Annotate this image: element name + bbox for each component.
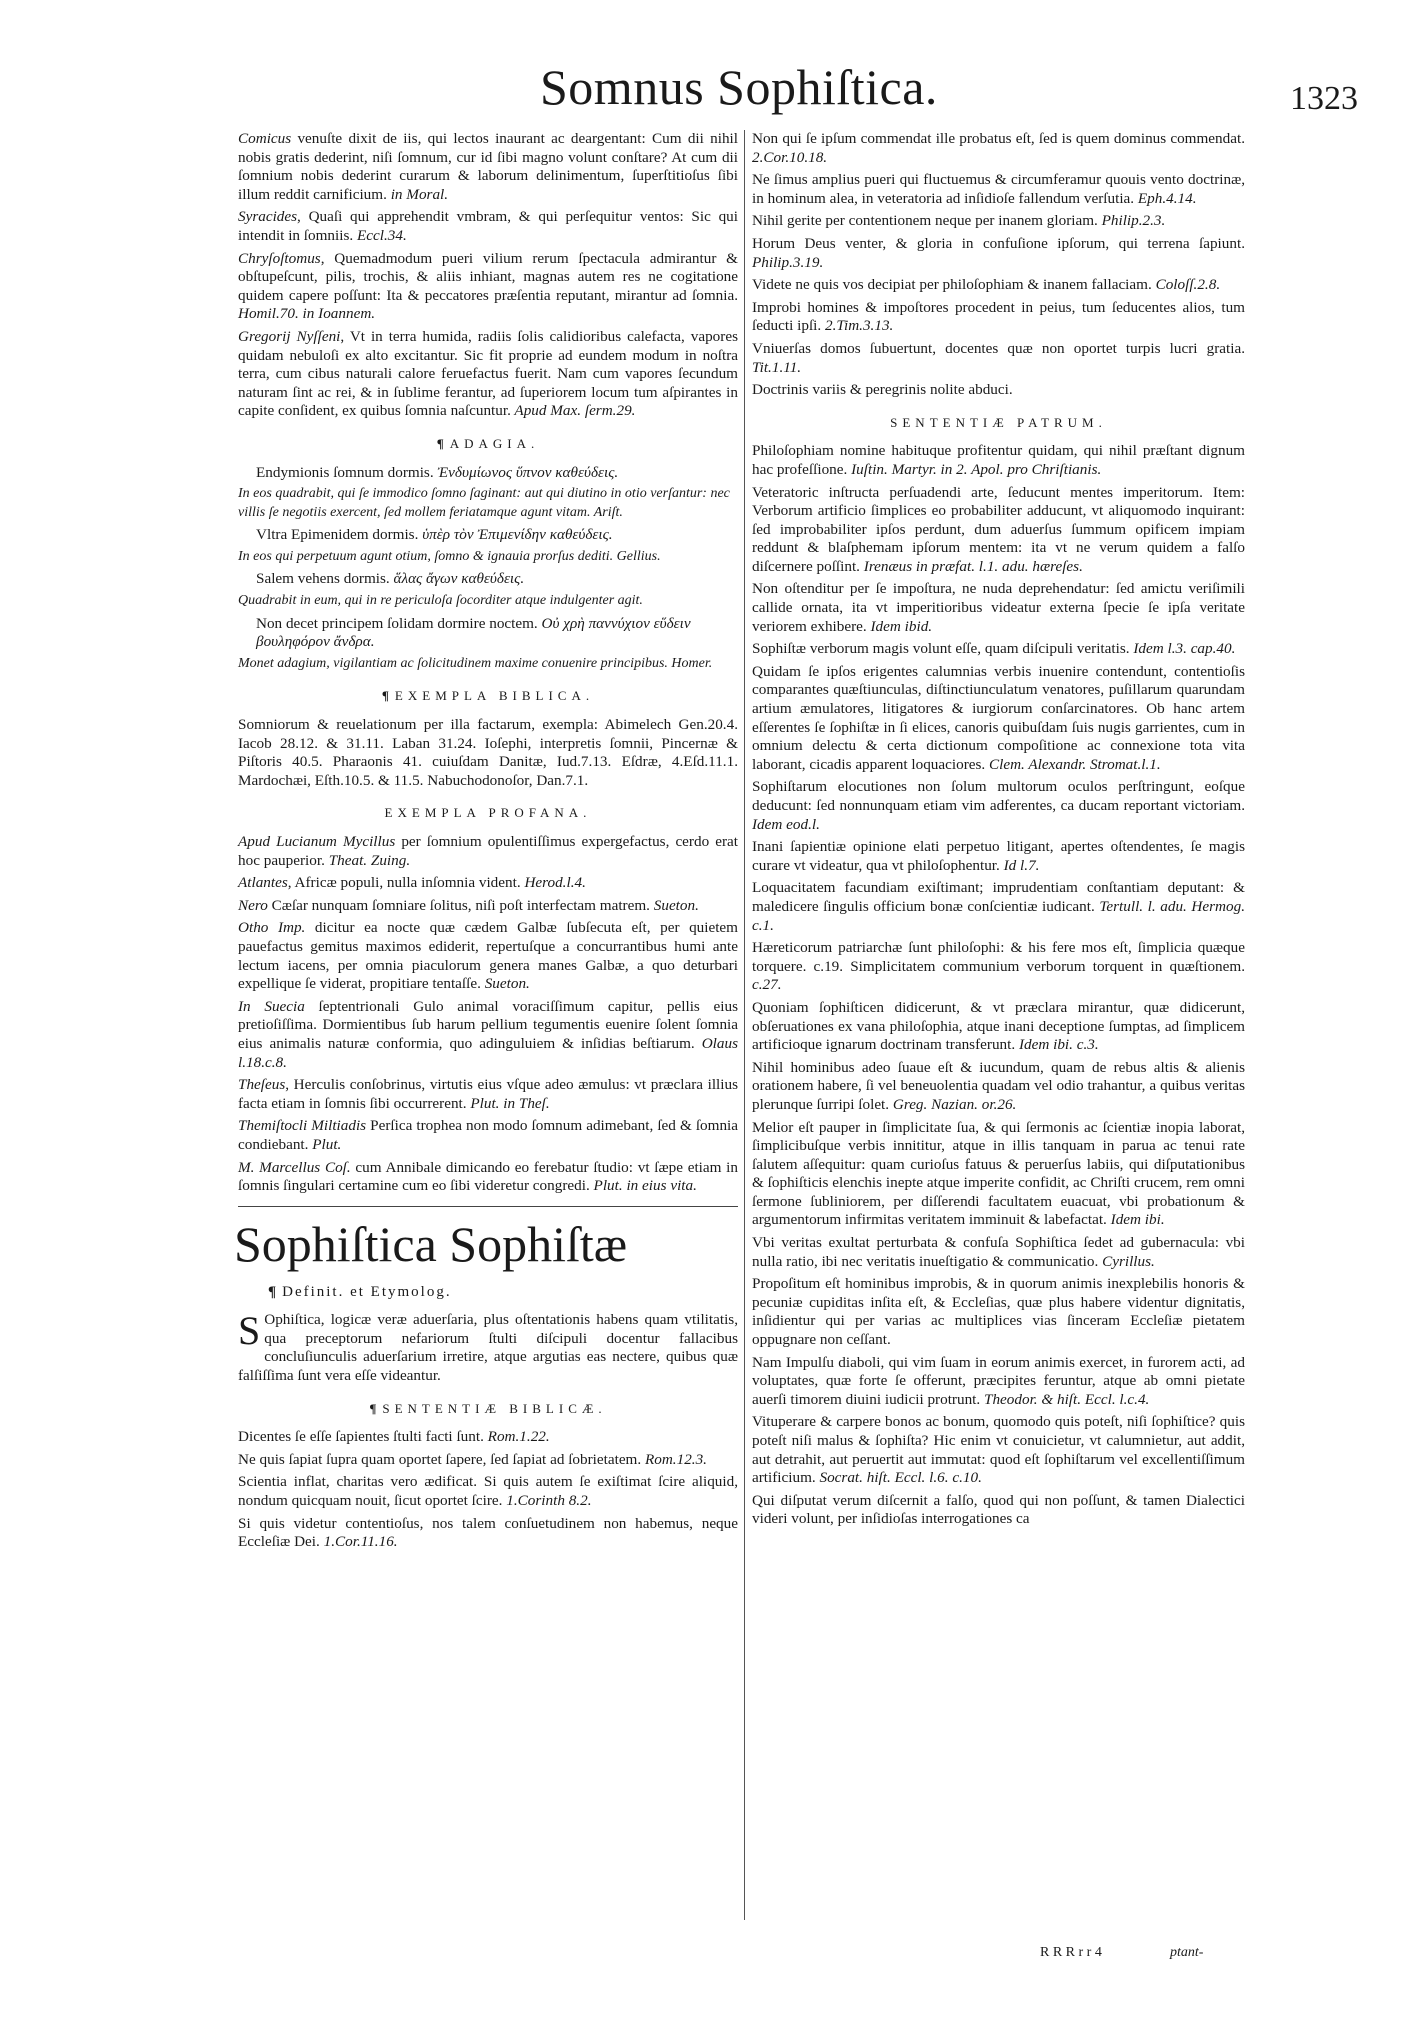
entry-author: Themiſtocli Miltiadis — [238, 1117, 367, 1135]
adage — [256, 464, 738, 483]
entry-reference: Philip.3.19. — [752, 253, 824, 271]
adage-greek: ὑπὲρ τὸν Ἐπιμενίδην καθεύδεις. — [418, 526, 613, 544]
sententia-patrum — [752, 1354, 1245, 1410]
sententia-biblica — [238, 1515, 738, 1552]
entry-text: Improbi homines & impoſtores procedent in peius, tum ſeducentes alios, tum ſeducti ipſi. — [752, 298, 1245, 335]
entry-reference: Tertull. l. adu. Hermog. c.1. — [752, 897, 1245, 934]
entry-text: Ne quis ſapiat ſupra quam oportet ſapere, ſed ſapiat ad ſobrietatem. — [238, 1450, 642, 1468]
entry-reference: Idem ibi. c.3. — [1015, 1036, 1099, 1054]
entry-reference: Iuſtin. Martyr. in 2. Apol. pro Chriſtianis. — [847, 460, 1102, 478]
exemplum-profanum — [238, 874, 738, 893]
entry-reference: Idem ibid. — [866, 617, 933, 635]
entry-reference: Plut. in eius vita. — [589, 1177, 697, 1195]
sententia-biblica — [752, 276, 1245, 295]
entry-reference: Rom.12.3. — [641, 1450, 707, 1468]
entry-text: Non oſtenditur per ſe impoſtura, ne nuda deprehendatur: ſed amictu veriſimili callide ornata, ita vt imperitioribus videatur externa ſpecie ſe ipſa veritate veriorem exhibere. — [752, 580, 1245, 635]
exempla-biblica-text: Somniorum & reuelationum per illa factarum, exempla: Abimelech Gen.20.4. Iacob 28.12. & 31.11. Laban 31.24. Ioſephi, interpretis ſomnii, Pincernæ & Piſtoris 40.5. Pharaonis 41. cuiuſdam Danitæ, Iud.7.13. Eſdræ, 4.Eſd.11.1. Mardochæi, Eſth.10.5. & 11.5. Nabuchodonoſor, Dan.7.1. — [238, 716, 738, 789]
quotation — [238, 208, 738, 245]
definit-heading: ¶ Definit. et Etymolog. — [268, 1283, 452, 1300]
entry-reference: Rom.1.22. — [483, 1428, 550, 1446]
adage-explanation: In eos qui perpetuum agunt otium, ſomno & ignauia prorſus dediti. Gellius. — [238, 548, 661, 564]
entry-reference: Greg. Nazian. or.26. — [889, 1095, 1017, 1113]
entry-text: dicitur ea nocte quæ cædem Galbæ ſubſecuta eſt, per quietem pauefactus gemitus maximos ediderit, repertuſque a concurrantibus humi ante lectum iacens, per omnia piaculorum genera manes Galbæ, a quo deturbari expellique ſe viderat, propitiare tentaſſe. — [238, 919, 738, 993]
left-column — [234, 130, 739, 1556]
sententia-patrum — [752, 1413, 1245, 1487]
entry-text: , Vt in terra humida, radiis ſolis calidioribus calefacta, vapores quidam nebuloſi ex alto excitantur. Sic fit proprie ad eundem modum in noſtra terra, cum cibus naturali calore feruefactus fuerit. Nam cum vapores ſecundum naturam ſint ac rei, & in ſublime ferantur, ad ſuperiorem locum tum aſpirantes in capite conſident, ex quibus ſomnia naſcuntur. — [238, 327, 738, 420]
definition-text: Ophiſtica, logicæ veræ aduerſaria, plus oſtentationis habens quam vtilitatis, qua preceptorum nefariorum ſtulti diſcipuli docentur fallacibus concluſiunculis aduerſarium irretire, atque argutias eas nectere, quibus quæ falſiſſima ſunt vera eſſe videantur. — [238, 1311, 738, 1385]
entry-reference: Idem ibi. — [1106, 1211, 1165, 1229]
adage-latin: Non decet principem ſolidam dormire noctem. — [256, 614, 538, 632]
entry-text: Videte ne quis vos decipiat per philoſophiam & inanem fallaciam. — [752, 276, 1152, 294]
sententia-patrum — [752, 1492, 1245, 1529]
adage-greek: Οὐ χρὴ παννύχιον εὕδειν βουληφόρον ἄνδρα. — [256, 614, 691, 651]
entry-reference: Theodor. & hiſt. Eccl. l.c.4. — [980, 1390, 1150, 1408]
entry-text: Vbi veritas exultat perturbata & confuſa Sophiſtica ſedet ad gubernacula: vbi nulla ratio, ibi nec veritatis inueſtigatio & communicatio. — [752, 1234, 1245, 1270]
entry-reference: 2.Cor.10.18. — [752, 148, 828, 166]
signature-mark: R R R r r 4 — [1040, 1945, 1102, 1960]
entry-text: Veteratoric inſtructa perſuadendi arte, ſeducunt mentes imperitorum. Item: Verborum artificio ſimplices eo probabiliter adducunt, vt aliquomodo inquirant: ſed improbabiliter ipſos perdunt, dum aduerſus ſummum opificem impiam reddunt & blaſphemam ipſorum mentem: ita vt ne verum quidem a falſo diſcernere poſſint. — [752, 483, 1245, 575]
sententia-patrum — [752, 939, 1245, 995]
sententiae-biblicae-list — [238, 1428, 738, 1552]
entry-text: , Quemadmodum pueri vilium rerum ſpectacula admirantur & obſtupeſcunt, pilis, trochis, & aliis inhiant, magnas autem res ne cogitatione quidem capere poſſunt: Ita & peccatores præſentia reputant, mirantur ad ſomnia. — [238, 249, 738, 304]
entry-author: Atlantes — [238, 874, 288, 892]
drop-cap: S — [238, 1308, 261, 1354]
exempla-profana-list — [238, 833, 738, 1196]
exempla-profana-heading: EXEMPLA PROFANA. — [384, 805, 592, 821]
entry-author: Nero — [238, 896, 268, 914]
sententia-biblica — [238, 1473, 738, 1510]
adagia-list — [238, 464, 738, 674]
entry-reference: 1.Corinth 8.2. — [502, 1492, 592, 1510]
entry-reference: Eccl.34. — [353, 226, 407, 244]
entry-reference: Id l.7. — [999, 856, 1040, 874]
sententia-biblica — [752, 171, 1245, 208]
entry-reference: Theat. Zuing. — [324, 851, 411, 869]
entry-text: Philoſophiam nomine habituque profitentur quidam, qui nihil præſtant dignum hac profeſſione. — [752, 442, 1245, 478]
sententiae-patrum-list — [752, 442, 1245, 1529]
entry-text: Hæreticorum patriarchæ ſunt philoſophi: & his fere mos eſt, ſimplicia quæque torquere. c.19. Simplicitatem communium verborum torquent in quæſtionem. — [752, 939, 1245, 975]
section-divider — [238, 1206, 738, 1207]
page-number: 1323 — [1290, 80, 1358, 117]
entry-author: Otho Imp. — [238, 919, 306, 937]
adage-greek: ἅλας ἄγων καθεύδεις. — [389, 570, 525, 588]
entry-author: Gregorij Nyſſeni — [238, 327, 341, 345]
entry-text: Si quis videtur contentioſus, nos talem conſuetudinem non habemus, neque Eccleſiæ Dei. — [238, 1514, 738, 1551]
quotation — [238, 328, 738, 421]
adage — [256, 570, 738, 589]
definition-paragraph — [238, 1308, 738, 1385]
sententia-biblica — [752, 381, 1245, 400]
entry-text: venuſte dixit de iis, qui lectos inaurant ac deargentant: Cum dii nihil nobis gratis dederint, niſi ſomnum, cur id ſibi magno volunt conſtare? At cum dii ſomnium nobis dederint curarum & laborum delinimentum, ſuperſtitioſus ſibi illum reddit carnificium. — [238, 130, 738, 203]
sententia-biblica — [752, 212, 1245, 231]
entry-text: Doctrinis variis & peregrinis nolite abduci. — [752, 381, 1013, 399]
sententia-biblica — [752, 130, 1245, 167]
entry-author: In Suecia — [238, 997, 305, 1015]
entry-reference: in Moral. — [386, 185, 449, 203]
sententiae-patrum-heading: SENTENTIÆ PATRUM. — [890, 414, 1107, 430]
sententia-patrum — [752, 778, 1245, 834]
entry-author: Comicus — [238, 130, 292, 147]
entry-reference: Sueton. — [649, 896, 699, 914]
adage — [256, 526, 738, 545]
exemplum-profanum — [238, 897, 738, 916]
adage-latin: Vltra Epimenidem dormis. — [256, 526, 419, 544]
adage-explanation: Monet adagium, vigilantiam ac ſolicitudinem maxime conuenire principibus. Homer. — [238, 655, 713, 671]
left-entries — [238, 130, 738, 421]
sententia-patrum — [752, 1275, 1245, 1349]
entry-text: Qui diſputat verum diſcernit a falſo, quod qui non poſſunt, & tamen Dialectici videri volunt, per inſidioſas interrogationes ca — [752, 1491, 1245, 1528]
sententia-patrum — [752, 484, 1245, 577]
entry-text: , Quaſi qui apprehendit vmbram, & qui perſequitur ventos: Sic qui intendit in ſomniis. — [238, 208, 738, 244]
entry-reference: Clem. Alexandr. Stromat.l.1. — [985, 755, 1161, 773]
entry-reference: Idem eod.l. — [752, 815, 820, 833]
entry-reference: Irenæus in præfat. l.1. adu. hæreſes. — [859, 557, 1083, 575]
sententiae-biblicae-heading: ¶ SENTENTIÆ BIBLICÆ. — [369, 1400, 607, 1416]
adagia-heading: ¶ ADAGIA. — [436, 435, 540, 451]
entry-text: , Africæ populi, nulla inſomnia vident. — [287, 874, 521, 892]
entry-text: Ne ſimus amplius pueri qui fluctuemus & circumferamur quouis vento doctrinæ, in hominum alea, in veteratoria ad inſidioſe fallendum verſutia. — [752, 171, 1245, 207]
entry-text: Melior eſt pauper in ſimplicitate ſua, & qui ſermonis ac ſcientiæ inopia laborat, ſimplicibuſque verbis innititur, atque in illis tanquam in parua ac tenui rate ſalutem aſſequitur: quam curioſus fatuus & peruerſus labiis, qui diſputationibus & ſophiſticis elenchis inepte atque imperite confidit, ac Chriſti crucem, rem omni ſermone ſubliniorem, per diſſerendi facultatem euacuat, vbi probationum & argumentorum infirmitas veritatem imminuit & labefactat. — [752, 1118, 1245, 1229]
exemplum-profanum — [238, 1117, 738, 1154]
sententia-biblica — [752, 299, 1245, 336]
entry-author: Chryſoſtomus — [238, 249, 321, 267]
entry-text: , Herculis conſobrinus, virtutis eius vſque adeo æmulus: vt præclara illius facta etiam in ſomnis ſibi occurrerent. — [238, 1076, 738, 1112]
entry-reference: 2.Tim.3.13. — [821, 317, 894, 335]
entry-reference: Olaus l.18.c.8. — [238, 1034, 738, 1071]
sententia-patrum — [752, 442, 1245, 479]
sententia-biblica — [238, 1451, 738, 1470]
sententia-patrum — [752, 838, 1245, 875]
entry-text: Quoniam ſophiſticen didicerunt, & vt præclara mirantur, quæ didicerunt, obſeruationes ex vana philoſophia, atque inani deceptione ſumptas, ad ſimplicem artificioque ignarum doctrinam transferunt. — [752, 998, 1245, 1054]
section-title-sophistica: Sophiſtica Sophiſtæ — [234, 1215, 628, 1272]
adage-latin: Salem vehens dormis. — [256, 570, 390, 588]
entry-text: Sophiſtæ verborum magis volunt eſſe, quam diſcipuli veritatis. — [752, 640, 1130, 658]
entry-reference: 1.Cor.11.16. — [319, 1533, 398, 1551]
sententia-patrum — [752, 1119, 1245, 1231]
entry-text: Nam Impulſu diaboli, qui vim ſuam in eorum animis exercet, in furorem acti, ad voluptates, quæ forte ſe offerunt, præcipites feruntur, atque ab omni pietate auerſi timorem diuini iudicii protrunt. — [752, 1353, 1245, 1408]
entry-text: Horum Deus venter, & gloria in confuſione ipſorum, qui terrena ſapiunt. — [752, 234, 1245, 252]
entry-text: Vituperare & carpere bonos ac bonum, quomodo quis poteſt, niſi ſophiſtice? quis poteſt niſi malus & ſophiſta? Hic enim vt conuicietur, vt calumnietur, aut addit, aut detrahit, aut peruertit aut immutat: quod eſt ſophiſtarum vel excellentiſſimum artificium. — [752, 1413, 1245, 1487]
entry-text: ſeptentrionali Gulo animal voraciſſimum capitur, pellis eius pretioſiſſima. Dormientibus ſub harum pellium tegumentis euenire ſolent ſomnia eius animalis naturæ conformia, quo adinguluiem & inſidias beſtiarum. — [238, 997, 738, 1052]
exemplum-profanum — [238, 833, 738, 870]
entry-reference: Coloſſ.2.8. — [1151, 276, 1221, 294]
entry-reference: Plut. in Theſ. — [466, 1094, 550, 1112]
entry-reference: Idem l.3. cap.40. — [1129, 640, 1236, 658]
entry-text: per ſomnium opulentiſſimus expergefactus, cerdo erat hoc pauperior. — [238, 833, 738, 869]
right-column — [752, 130, 1245, 1533]
adage — [256, 615, 738, 652]
entry-author: Syracides — [238, 208, 298, 226]
entry-reference: Cyrillus. — [1098, 1252, 1155, 1270]
entry-author: M. Marcellus Coſ. — [238, 1158, 351, 1176]
entry-text: Propoſitum eſt hominibus improbis, & in quorum animis inexplebilis honoris & pecuniæ cupiditas inſita eſt, & Eccleſias, quæ plus habere videntur dignitatis, inſidientur qui per varias ac multiplices vias ſinceram Eccleſiæ pietatem oppugnare non ceſſant. — [752, 1275, 1245, 1349]
running-title: Somnus Sophiſtica. — [540, 59, 938, 115]
entry-text: Loquacitatem facundiam exiſtimant; imprudentiam conſtantiam deputant: & maledicere ſingulis officium bonæ conſcientiæ iudicant. — [752, 879, 1245, 915]
exemplum-profanum — [238, 998, 738, 1072]
entry-text: Dicentes ſe eſſe ſapientes ſtulti facti ſunt. — [238, 1428, 484, 1446]
entry-reference: Philip.2.3. — [1097, 212, 1166, 230]
sententia-patrum — [752, 580, 1245, 636]
entry-text: Vniuerſas domos ſubuertunt, docentes quæ non oportet turpis lucri gratia. — [752, 339, 1245, 357]
sententia-biblica — [238, 1428, 738, 1447]
entry-text: Nihil gerite per contentionem neque per inanem gloriam. — [752, 212, 1098, 230]
entry-reference: Homil.70. in Ioannem. — [238, 305, 376, 323]
entry-text: Inani ſapientiæ opinione elati perpetuo litigant, apertes oſtendentes, ſe magis curare vt videatur, qua vt philoſophentur. — [752, 838, 1245, 874]
sententia-patrum — [752, 663, 1245, 775]
sententia-patrum — [752, 640, 1245, 659]
exemplum-profanum — [238, 1159, 738, 1196]
sententia-patrum — [752, 1059, 1245, 1115]
entry-text: Non qui ſe ipſum commendat ille probatus eſt, ſed is quem dominus commendat. — [752, 130, 1245, 147]
adage-latin: Endymionis ſomnum dormis. — [256, 463, 434, 481]
entry-reference: c.27. — [752, 976, 782, 994]
entry-text: Perſica trophea non modo ſomnum adimebant, ſed & ſomnia condiebant. — [238, 1117, 739, 1153]
entry-reference: Herod.l.4. — [520, 874, 586, 892]
entry-text: Nihil hominibus adeo ſuaue eſt & iucundum, quam de rebus altis & alienis orationem habere, ſi vel beneuolentia quadam vel odio trahantur, a quibus veritas plerunque ſurripi ſolet. — [752, 1058, 1245, 1113]
adage-explanation: In eos quadrabit, qui ſe immodico ſomno ſaginant: aut qui diutino in otio verſantur: nec villis ſe negotiis exercent, ſed mollem feriatamque agunt vitam. Ariſt. — [238, 486, 730, 520]
exemplum-profanum — [238, 1076, 738, 1113]
sententia-patrum — [752, 999, 1245, 1055]
entry-text: cum Annibale dimicando eo ferebatur ſtudio: vt ſæpe etiam in ſomnis ſingulari certamine cum eo ſibi videretur congredi. — [238, 1158, 738, 1195]
entry-author: Theſeus — [238, 1076, 286, 1094]
entry-reference: Plut. — [308, 1135, 342, 1153]
adage-greek: Ἐνδυμίωνος ὕπνον καθεύδεις. — [433, 463, 619, 481]
column-divider — [744, 130, 745, 1920]
entry-text: Quidam ſe ipſos erigentes calumnias verbis inuenire contendunt, contentioſis comparantes quæſtiunculas, diſtinctiunculatum venatores, puſillarum quarundam artium æmulatores, litigatores & iurgiorum conſarcinatores. Ob hanc artem eſſerentes ſe ſophiſtæ in ſi elices, canoris quibuſdam ſuis nugis garrientes, cum in omnium delectu & certa dictionum compoſitione ac connexione tota vita laborant, cicadis apparent loquaciores. — [752, 662, 1245, 773]
sententia-biblica — [752, 235, 1245, 272]
catchword: ptant- — [1170, 1945, 1204, 1960]
entry-text: Cæſar nunquam ſomniare ſolitus, niſi poſt interfectam matrem. — [267, 896, 650, 914]
exemplum-profanum — [238, 919, 738, 993]
entry-reference: Eph.4.14. — [1134, 189, 1197, 207]
entry-text: Sophiſtarum elocutiones non ſolum multorum oculos perſtringunt, eoſque deducunt: ſed nonnunquam etiam vim adferentes, ca ducam reportant victoriam. — [752, 778, 1245, 814]
entry-reference: Socrat. hiſt. Eccl. l.6. c.10. — [815, 1469, 982, 1487]
entry-reference: Sueton. — [480, 975, 530, 993]
entry-text: Scientia inflat, charitas vero ædificat. Si quis autem ſe exiſtimat ſcire aliquid, nondum quicquam nouit, ſicut oportet ſcire. — [238, 1473, 738, 1510]
entry-reference: Tit.1.11. — [752, 358, 802, 376]
quotation — [238, 250, 738, 324]
entry-reference: Apud Max. ſerm.29. — [510, 402, 636, 420]
sententia-patrum — [752, 1234, 1245, 1271]
quotation — [238, 130, 738, 204]
sententia-patrum — [752, 879, 1245, 935]
exempla-biblica-heading: ¶ EXEMPLA BIBLICA. — [381, 688, 595, 704]
right-top-entries — [752, 130, 1245, 400]
entry-author: Apud Lucianum Mycillus — [238, 833, 396, 850]
sententia-biblica — [752, 340, 1245, 377]
adage-explanation: Quadrabit in eum, qui in re periculoſa ſocorditer atque indulgenter agit. — [238, 593, 643, 609]
